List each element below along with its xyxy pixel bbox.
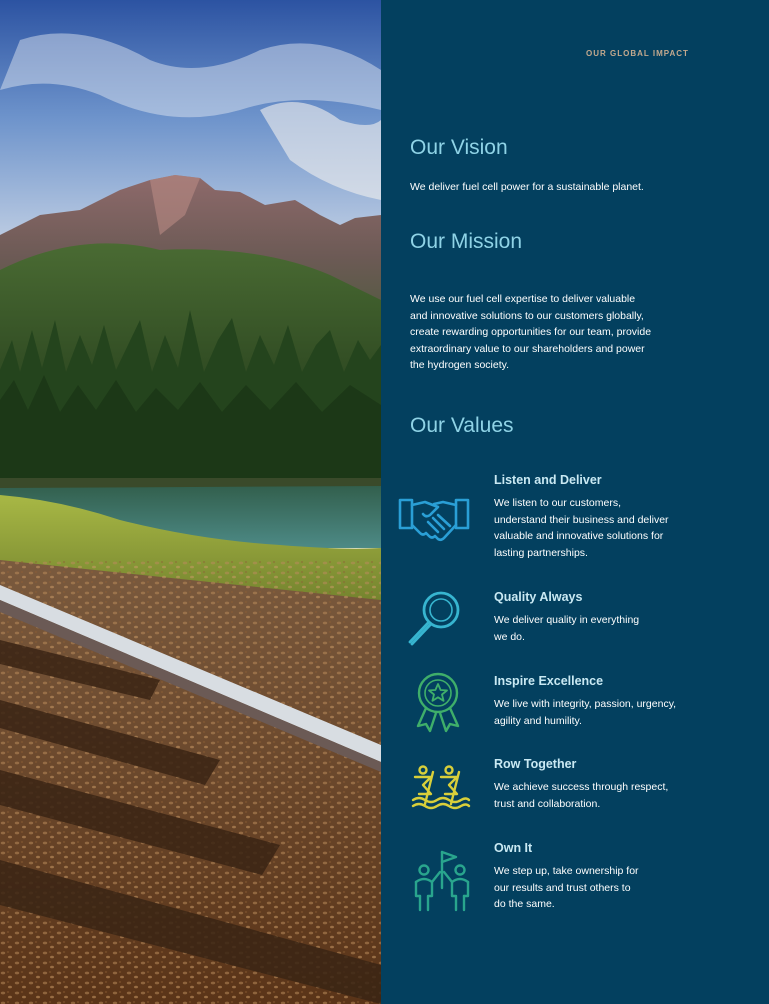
- vision-text: We deliver fuel cell power for a sustainable planet.: [410, 181, 644, 193]
- mission-line: create rewarding opportunities for our team, provide: [410, 326, 652, 338]
- value-title-row-together: Row Together: [494, 757, 577, 771]
- value-line: our results and trust others to: [494, 881, 631, 894]
- mission-text: [410, 291, 651, 374]
- mission-line: and innovative solutions to our customers globally,: [410, 309, 644, 322]
- magnifier-icon: [404, 590, 464, 655]
- value-line: We step up, take ownership for: [494, 865, 639, 877]
- mission-line: extraordinary value to our shareholders and power: [410, 342, 645, 355]
- team-flag-icon: [410, 848, 474, 919]
- rowing-team-icon: [411, 764, 471, 815]
- mission-line: the hydrogen society.: [410, 359, 510, 371]
- values-heading: Our Values: [410, 414, 514, 437]
- mission-heading: Our Mission: [410, 230, 523, 253]
- value-line: understand their business and deliver: [494, 513, 669, 526]
- value-text-listen-and-deliver: [494, 495, 669, 561]
- section-eyebrow: OUR GLOBAL IMPACT: [586, 49, 689, 58]
- value-line: We deliver quality in everything: [494, 614, 640, 626]
- landscape-photo: [0, 0, 381, 1004]
- value-title-own-it: Own It: [494, 841, 533, 855]
- handshake-icon: [398, 494, 470, 549]
- value-text-row-together: [494, 779, 668, 812]
- value-title-inspire-excellence: Inspire Excellence: [494, 674, 604, 688]
- value-line: We live with integrity, passion, urgency,: [494, 698, 677, 710]
- value-text-own-it: [494, 863, 639, 913]
- value-line: We achieve success through respect,: [494, 781, 669, 793]
- value-line: we do.: [494, 630, 525, 643]
- value-line: agility and humility.: [494, 714, 582, 727]
- value-line: We listen to our customers,: [494, 497, 622, 509]
- value-text-inspire-excellence: [494, 696, 676, 729]
- value-title-listen-and-deliver: Listen and Deliver: [494, 473, 602, 487]
- mountain-railway-image: [0, 0, 381, 1004]
- vision-heading: Our Vision: [410, 136, 508, 159]
- award-ribbon-icon: [412, 670, 464, 739]
- mission-line: We use our fuel cell expertise to deliver valuable: [410, 293, 636, 305]
- value-line: trust and collaboration.: [494, 797, 601, 810]
- value-line: valuable and innovative solutions for: [494, 530, 664, 542]
- value-title-quality-always: Quality Always: [494, 590, 583, 604]
- value-text-quality-always: [494, 612, 639, 645]
- value-line: do the same.: [494, 898, 555, 910]
- value-line: lasting partnerships.: [494, 546, 588, 559]
